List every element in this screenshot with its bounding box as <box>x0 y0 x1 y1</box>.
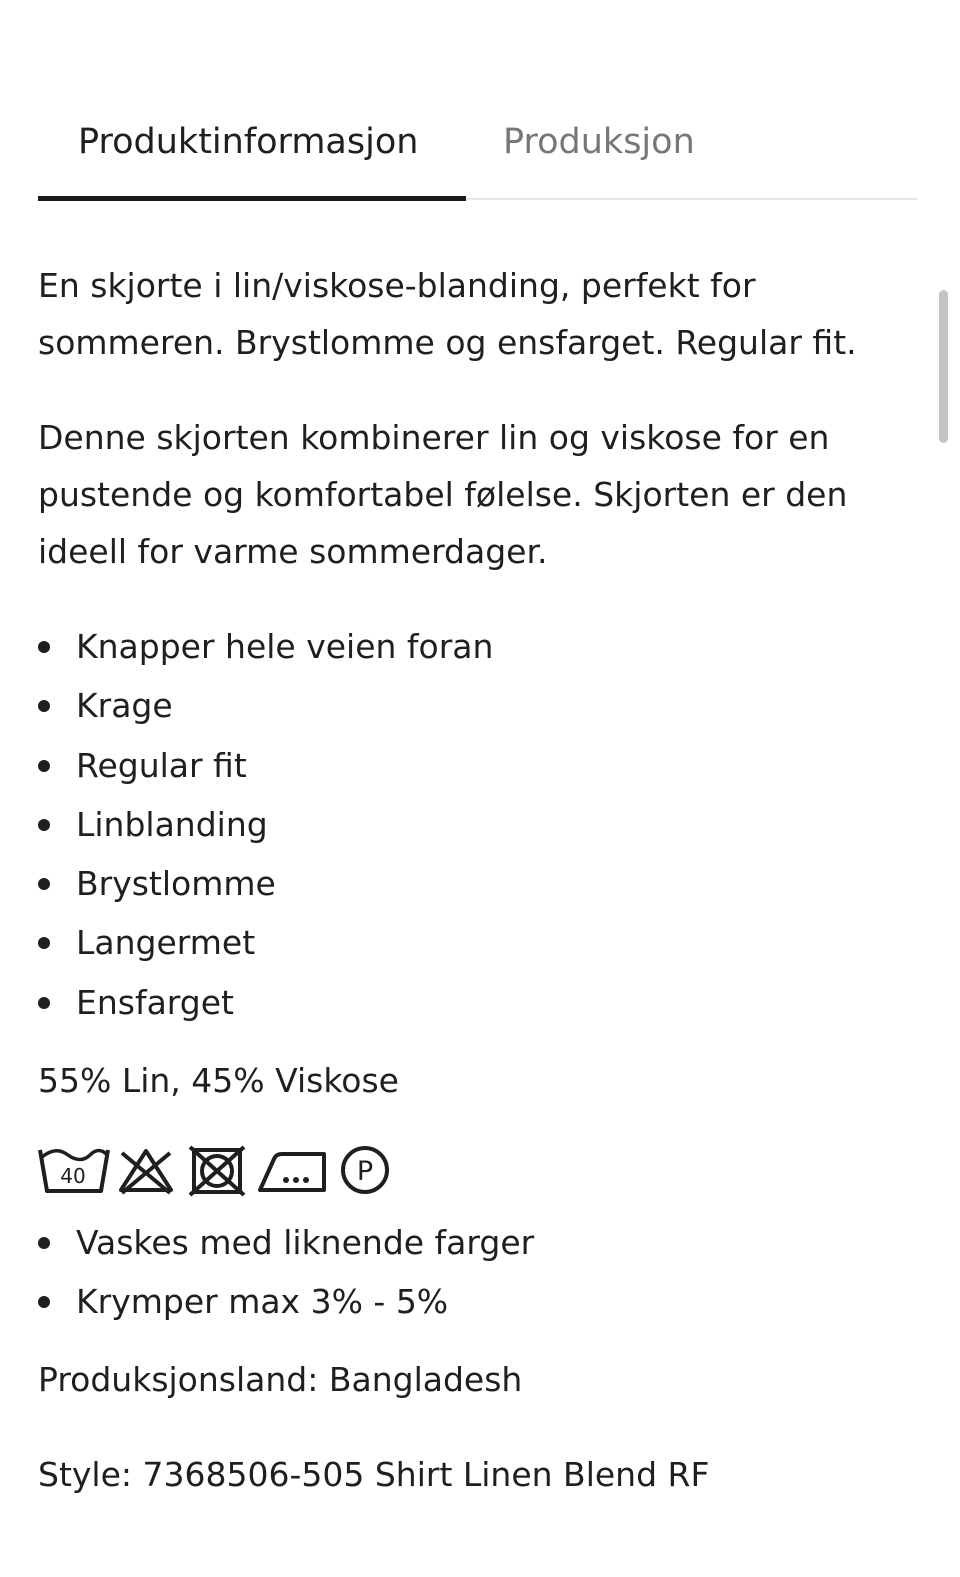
care-symbols <box>38 1143 392 1197</box>
bullet-dot <box>38 937 50 949</box>
care-instruction-item <box>38 1213 534 1272</box>
feature-item <box>38 676 493 735</box>
feature-label: Knapper hele veien foran <box>76 627 494 666</box>
care-instructions-list <box>38 1213 534 1332</box>
description-intro-line-1: En skjorte i lin/viskose-blanding, perfekt for <box>38 266 756 305</box>
do-not-tumble-dry-icon <box>186 1143 248 1197</box>
description-details <box>38 409 918 580</box>
bullet-dot <box>38 700 50 712</box>
scrollbar-thumb[interactable] <box>939 290 948 443</box>
bullet-dot <box>38 641 50 653</box>
care-instruction-label: Krymper max 3% - 5% <box>76 1282 449 1322</box>
feature-item <box>38 795 493 854</box>
dry-clean-p-icon <box>338 1143 392 1197</box>
feature-label: Linblanding <box>76 804 268 844</box>
feature-item <box>38 973 493 1032</box>
bullet-dot <box>38 1296 50 1308</box>
feature-label: Krage <box>76 686 173 726</box>
feature-list <box>38 617 493 1032</box>
wash-40-icon <box>38 1143 110 1197</box>
tab-produksjon[interactable]: Produksjon <box>503 122 695 162</box>
feature-label: Brystlomme <box>76 864 276 904</box>
do-not-bleach-icon <box>116 1143 176 1197</box>
description-details-line-2: pustende og komfortabel følelse. Skjorten er den <box>38 475 848 514</box>
tab-produktinformasjon[interactable]: Produktinformasjon <box>78 122 419 162</box>
description-intro <box>38 257 918 371</box>
feature-item <box>38 617 493 676</box>
description-intro-line-2: sommeren. Brystlomme og ensfarget. Regular fit. <box>38 323 857 362</box>
bullet-dot <box>38 997 50 1009</box>
bullet-dot <box>38 1237 50 1249</box>
active-tab-indicator <box>38 196 466 201</box>
material-composition: 55% Lin, 45% Viskose <box>38 1061 399 1100</box>
feature-label: Ensfarget <box>76 982 234 1022</box>
description-details-line-3: ideell for varme sommerdager. <box>38 532 548 571</box>
iron-high-heat-icon <box>256 1143 330 1197</box>
description-details-line-1: Denne skjorten kombinerer lin og viskose for en <box>38 418 830 457</box>
production-country: Produksjonsland: Bangladesh <box>38 1360 523 1399</box>
style-number: Style: 7368506-505 Shirt Linen Blend RF <box>38 1455 710 1494</box>
wash-temperature: 40 <box>60 1164 86 1188</box>
feature-item <box>38 913 493 972</box>
feature-item <box>38 736 493 795</box>
feature-label: Regular fit <box>76 745 247 785</box>
feature-label: Langermet <box>76 923 256 963</box>
care-instruction-label: Vaskes med liknende farger <box>76 1223 535 1262</box>
dry-clean-letter: P <box>356 1156 374 1187</box>
tab-bar <box>38 108 917 200</box>
care-instruction-item <box>38 1272 534 1331</box>
bullet-dot <box>38 819 50 831</box>
feature-item <box>38 854 493 913</box>
bullet-dot <box>38 760 50 772</box>
bullet-dot <box>38 878 50 890</box>
